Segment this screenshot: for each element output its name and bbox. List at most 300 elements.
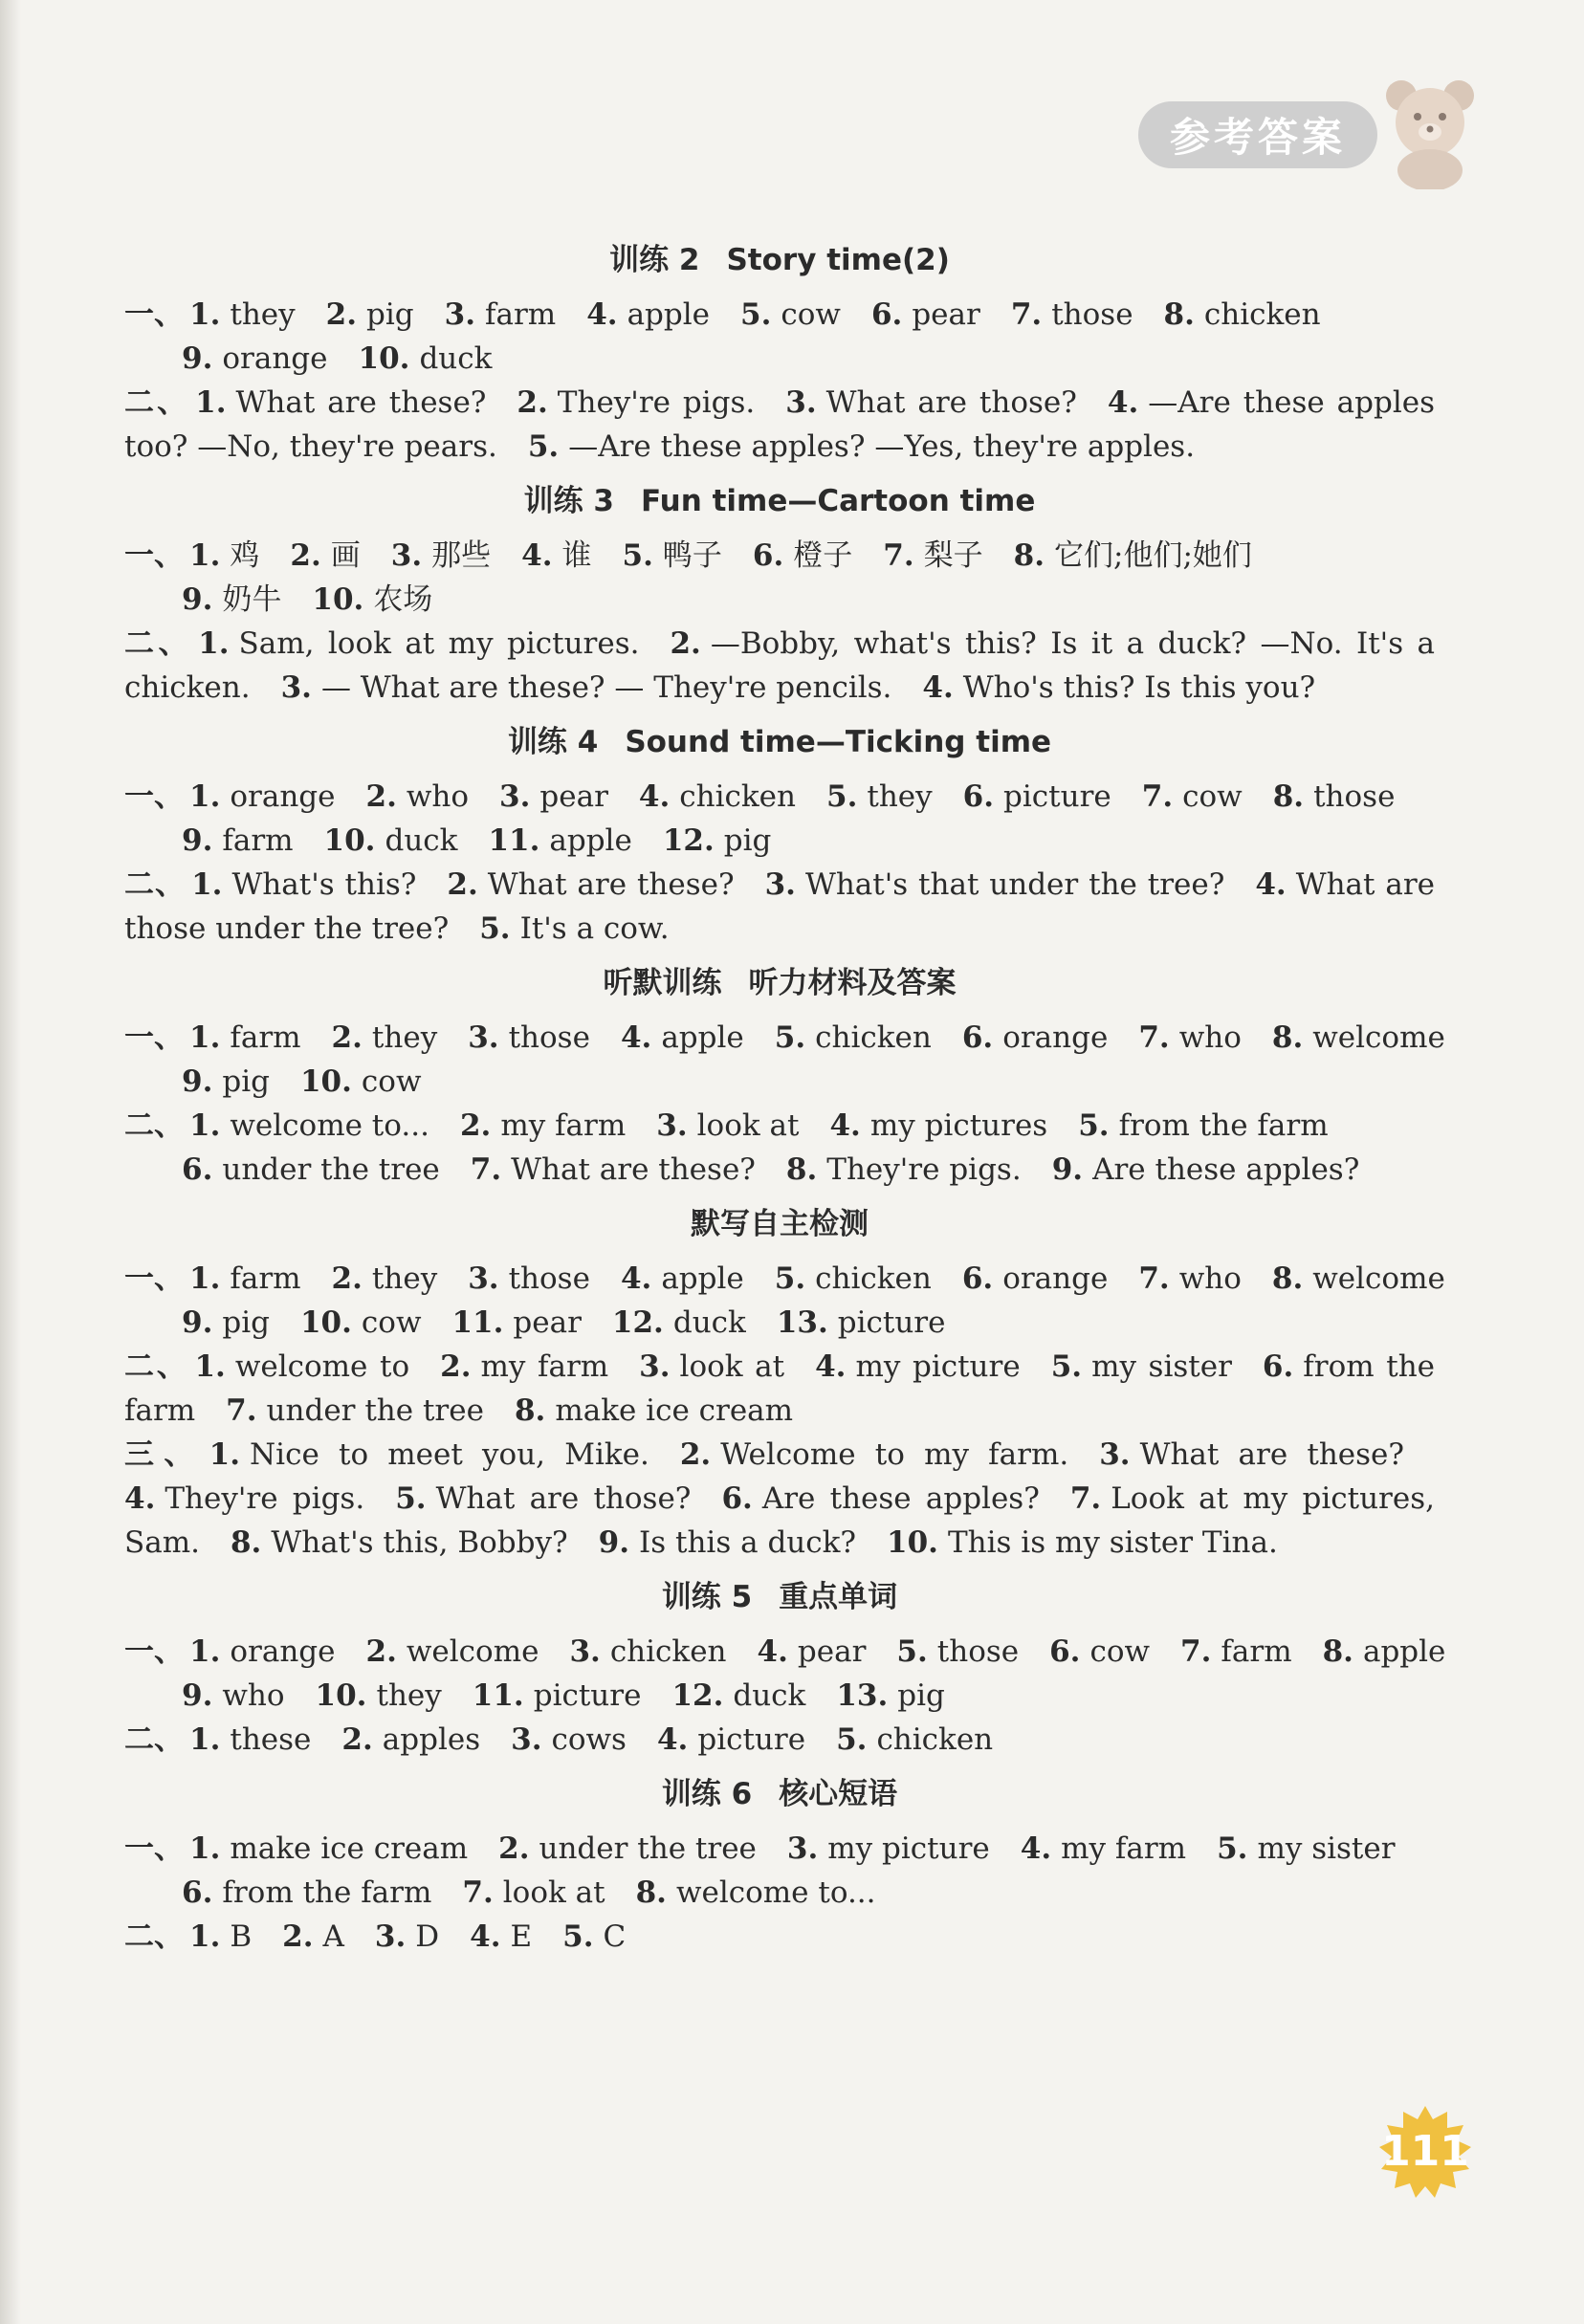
item-answer: my farm <box>1061 1831 1187 1866</box>
item-number: 3. <box>444 297 476 332</box>
answer-item <box>1142 779 1243 814</box>
item-number: 5. <box>740 297 772 332</box>
item-number: 4. <box>1020 1831 1052 1866</box>
answer-item <box>468 1020 590 1055</box>
answer-item <box>226 1393 484 1428</box>
answer-item <box>528 429 1195 464</box>
part-marker: 一、 <box>124 1020 184 1055</box>
part-marker: 二、 <box>124 1919 184 1954</box>
answer-item <box>1049 1634 1150 1669</box>
answer-item <box>281 670 892 705</box>
item-number: 3. <box>499 779 531 814</box>
item-answer: those <box>1313 779 1396 814</box>
part-marker: 三、 <box>124 1437 204 1472</box>
item-number: 4. <box>757 1634 788 1669</box>
item-answer: those <box>936 1634 1020 1669</box>
item-number: 6. <box>1049 1634 1081 1669</box>
answer-item <box>195 385 486 420</box>
answer-item <box>758 1634 867 1669</box>
item-number: 5. <box>1050 1349 1083 1384</box>
answer-item <box>1051 1349 1232 1384</box>
item-answer: 梨子 <box>923 538 983 573</box>
item-answer: They're pigs. <box>557 385 756 420</box>
answer-item <box>332 1261 438 1296</box>
item-answer: What are those? <box>825 385 1077 420</box>
item-answer: picture <box>1003 779 1111 814</box>
item-number: 1. <box>189 779 221 814</box>
teddy-bear-icon <box>1377 75 1483 189</box>
answer-item <box>896 1634 1019 1669</box>
answer-item <box>194 1349 409 1384</box>
answer-item <box>1164 297 1321 332</box>
item-number: 10. <box>299 1064 352 1099</box>
item-answer: chicken <box>815 1020 932 1055</box>
answer-item <box>639 1349 784 1384</box>
item-answer: Are these apples? <box>761 1481 1040 1516</box>
answer-item <box>488 823 631 858</box>
item-answer: those <box>1051 297 1133 332</box>
item-answer: from the farm <box>124 1349 1436 1428</box>
item-answer: who <box>1178 1020 1242 1055</box>
item-number: 2. <box>679 1437 712 1472</box>
answer-item <box>515 1393 793 1428</box>
item-number: 8. <box>1322 1634 1353 1669</box>
answer-line <box>124 1060 1435 1104</box>
item-answer: B <box>230 1919 253 1954</box>
item-answer: Look at my pictures, Sam. <box>124 1481 1435 1560</box>
item-number: 13. <box>776 1305 828 1340</box>
section-title-en: 听力材料及答案 <box>748 966 957 1000</box>
item-answer: look at <box>679 1349 785 1384</box>
item-number: 13. <box>836 1678 889 1713</box>
answer-item <box>182 341 328 376</box>
answer-item <box>375 1919 439 1954</box>
answer-line <box>124 1301 1435 1345</box>
answer-item <box>922 670 1315 705</box>
item-answer: under the tree <box>222 1152 440 1187</box>
item-answer: 鸡 <box>230 538 260 573</box>
item-answer: cow <box>781 297 841 332</box>
item-answer: these <box>230 1722 312 1757</box>
item-number: 6. <box>182 1875 213 1910</box>
item-answer: cow <box>361 1305 422 1340</box>
item-number: 9. <box>182 823 213 858</box>
item-answer: It's a cow. <box>519 911 670 946</box>
item-answer: 奶牛 <box>222 582 282 617</box>
answer-line <box>124 775 1435 819</box>
section-title-en: Story time(2) <box>726 243 950 277</box>
item-answer: — What are these? — They're pencils. <box>320 670 892 705</box>
answer-item <box>721 1481 1039 1516</box>
item-number: 1. <box>191 867 223 902</box>
answer-item <box>656 1108 799 1143</box>
answer-item <box>753 538 852 573</box>
item-number: 2. <box>341 1722 373 1757</box>
item-number: 10. <box>323 823 376 858</box>
item-answer: pig <box>366 297 414 332</box>
answer-item <box>621 1020 744 1055</box>
section-title-cn: 训练 6 <box>661 1777 753 1811</box>
answer-item <box>511 1722 627 1757</box>
item-answer: welcome <box>1312 1020 1445 1055</box>
item-answer: who <box>222 1678 285 1713</box>
item-number: 7. <box>1138 1020 1170 1055</box>
section-title-cn: 训练 3 <box>523 484 615 518</box>
item-answer: What are these? <box>487 867 735 902</box>
answer-item <box>189 538 259 573</box>
item-number: 2. <box>325 297 358 332</box>
answer-item <box>1052 1152 1360 1187</box>
answer-item <box>777 1305 946 1340</box>
item-answer: pig <box>222 1064 270 1099</box>
answer-item <box>962 1020 1109 1055</box>
item-answer: pear <box>912 297 980 332</box>
item-number: 7. <box>1180 1634 1212 1669</box>
answer-item <box>1021 1831 1186 1866</box>
section-heading <box>124 480 1435 522</box>
answer-item <box>189 1020 301 1055</box>
item-number: 10. <box>358 341 410 376</box>
answer-item <box>282 1919 344 1954</box>
item-number: 3. <box>785 385 817 420</box>
answer-item <box>182 1305 270 1340</box>
item-answer: apple <box>1362 1634 1446 1669</box>
answer-item <box>300 1064 422 1099</box>
item-answer: —Bobby, what's this? Is it a duck? —No. It's a chicken. <box>124 626 1436 705</box>
item-number: 1. <box>195 385 227 420</box>
item-number: 5. <box>562 1919 594 1954</box>
answer-item <box>445 297 557 332</box>
item-number: 2. <box>331 1261 363 1296</box>
item-number: 2. <box>670 626 701 661</box>
item-number: 4. <box>586 297 618 332</box>
answer-item <box>124 1481 364 1516</box>
item-answer: Welcome to my farm. <box>720 1437 1069 1472</box>
item-number: 3. <box>1099 1437 1131 1472</box>
item-answer: my sister <box>1091 1349 1232 1384</box>
item-answer: they <box>371 1020 438 1055</box>
item-answer: 画 <box>330 538 361 573</box>
item-answer: under the tree <box>539 1831 757 1866</box>
answer-item <box>765 867 1225 902</box>
item-number: 3. <box>786 1831 819 1866</box>
item-answer: pig <box>723 823 772 858</box>
item-answer: duck <box>419 341 493 376</box>
answer-item <box>312 582 432 617</box>
answer-line <box>124 1871 1435 1915</box>
item-answer: C <box>603 1919 627 1954</box>
item-number: 6. <box>182 1152 213 1187</box>
answer-item <box>621 1261 744 1296</box>
item-answer: who <box>1178 1261 1242 1296</box>
item-answer: A <box>322 1919 344 1954</box>
section-heading <box>124 721 1435 763</box>
answer-item <box>657 1722 805 1757</box>
item-answer: my picture <box>827 1831 990 1866</box>
item-answer: my farm <box>480 1349 609 1384</box>
answer-item <box>569 1634 726 1669</box>
section-title-en: 重点单词 <box>779 1580 898 1614</box>
item-answer: D <box>415 1919 440 1954</box>
answer-item <box>1273 779 1396 814</box>
answer-item <box>470 1919 532 1954</box>
answer-item <box>189 779 336 814</box>
item-number: 10. <box>299 1305 352 1340</box>
answer-item <box>316 1678 442 1713</box>
item-number: 6. <box>1262 1349 1294 1384</box>
item-number: 3. <box>569 1634 601 1669</box>
item-number: 3. <box>639 1349 671 1384</box>
item-answer: orange <box>230 1634 336 1669</box>
section-heading <box>124 1203 1435 1245</box>
item-number: 7. <box>1069 1481 1102 1516</box>
part-marker: 二、 <box>124 626 193 661</box>
answer-item <box>517 385 755 420</box>
item-answer: orange <box>222 341 328 376</box>
item-answer: cows <box>551 1722 627 1757</box>
item-answer: they <box>371 1261 438 1296</box>
item-number: 9. <box>182 341 213 376</box>
item-answer: cow <box>1182 779 1243 814</box>
item-answer: look at <box>696 1108 800 1143</box>
answer-line <box>124 1915 1435 1959</box>
answer-item <box>1138 1020 1242 1055</box>
answer-item <box>1217 1831 1396 1866</box>
item-answer: What are these? <box>1139 1437 1405 1472</box>
answer-item <box>341 1722 480 1757</box>
item-number: 7. <box>1141 779 1174 814</box>
item-answer: from the farm <box>222 1875 432 1910</box>
part-marker: 一、 <box>124 1261 184 1296</box>
answer-item <box>182 1152 440 1187</box>
answer-item <box>359 341 493 376</box>
answer-item <box>963 779 1111 814</box>
answer-item <box>639 779 796 814</box>
item-number: 2. <box>459 1108 492 1143</box>
item-number: 4. <box>1255 867 1287 902</box>
answer-item <box>498 1831 757 1866</box>
answer-item <box>887 1525 1278 1560</box>
answer-line <box>124 337 1435 381</box>
item-number: 3. <box>511 1722 542 1757</box>
item-number: 12. <box>611 1305 664 1340</box>
answer-item <box>182 582 281 617</box>
answer-item <box>189 1919 252 1954</box>
answer-item <box>663 823 772 858</box>
part-marker: 一、 <box>124 297 184 332</box>
item-number: 2. <box>365 779 397 814</box>
item-number: 2. <box>365 1634 397 1669</box>
item-answer: They're pigs. <box>165 1481 365 1516</box>
item-number: 5. <box>527 429 560 464</box>
answer-item <box>1323 1634 1446 1669</box>
item-number: 6. <box>752 538 784 573</box>
answer-line <box>124 819 1435 863</box>
item-number: 11. <box>451 1305 504 1340</box>
item-number: 5. <box>836 1722 868 1757</box>
item-answer: Are these apples? <box>1092 1152 1360 1187</box>
item-answer: farm <box>485 297 557 332</box>
item-number: 3. <box>374 1919 407 1954</box>
answer-item <box>332 1020 438 1055</box>
item-number: 4. <box>521 538 553 573</box>
answer-item <box>447 867 734 902</box>
answer-item <box>451 1305 581 1340</box>
item-answer: picture <box>697 1722 806 1757</box>
answer-item <box>462 1875 605 1910</box>
answer-item <box>623 538 722 573</box>
answer-line <box>124 1827 1435 1871</box>
item-answer: chicken <box>876 1722 994 1757</box>
part-marker: 一、 <box>124 538 184 573</box>
item-answer: —Are these apples too? —No, they're pears. <box>124 385 1436 464</box>
answer-item <box>326 297 414 332</box>
item-answer: This is my sister Tina. <box>947 1525 1278 1560</box>
item-answer: my picture <box>855 1349 1021 1384</box>
item-number: 1. <box>189 297 221 332</box>
item-number: 8. <box>1163 297 1195 332</box>
item-number: 8. <box>1272 779 1305 814</box>
answer-item <box>612 1305 746 1340</box>
item-answer: chicken <box>815 1261 932 1296</box>
item-answer: apple <box>661 1261 744 1296</box>
item-answer: farm <box>1221 1634 1292 1669</box>
item-number: 4. <box>620 1261 652 1296</box>
item-number: 5. <box>479 911 511 946</box>
answer-item <box>1078 1108 1328 1143</box>
item-answer: What are those under the tree? <box>124 867 1436 946</box>
answer-paragraph <box>124 381 1435 469</box>
item-number: 3. <box>468 1020 499 1055</box>
item-answer: 它们;他们;她们 <box>1054 538 1252 573</box>
item-number: 3. <box>656 1108 688 1143</box>
answer-item <box>473 1678 642 1713</box>
item-answer: pig <box>897 1678 945 1713</box>
item-answer: orange <box>1002 1261 1109 1296</box>
item-answer: welcome <box>406 1634 539 1669</box>
item-answer: look at <box>502 1875 605 1910</box>
item-answer: What's this? <box>231 867 417 902</box>
answer-line <box>124 1016 1445 1060</box>
item-number: 4. <box>1107 385 1139 420</box>
answer-line <box>124 1104 1435 1148</box>
answer-item <box>836 1678 945 1713</box>
item-number: 9. <box>182 1678 213 1713</box>
answer-key-badge: 参考答案 <box>1138 101 1377 168</box>
item-number: 6. <box>962 779 995 814</box>
item-number: 8. <box>1271 1261 1304 1296</box>
item-number: 9. <box>182 1305 213 1340</box>
answer-paragraph <box>124 1345 1435 1433</box>
item-answer: welcome to... <box>675 1875 876 1910</box>
item-number: 1. <box>189 1020 221 1055</box>
item-answer: What are those? <box>435 1481 692 1516</box>
item-answer: chicken <box>1203 297 1321 332</box>
item-number: 7. <box>1010 297 1043 332</box>
answer-item <box>189 1634 336 1669</box>
item-number: 5. <box>774 1020 806 1055</box>
section-title-en: 核心短语 <box>779 1777 898 1811</box>
item-number: 4. <box>620 1020 652 1055</box>
answer-item <box>962 1261 1109 1296</box>
item-answer: my farm <box>500 1108 627 1143</box>
item-number: 1. <box>189 1722 221 1757</box>
item-answer: make ice cream <box>230 1831 469 1866</box>
answer-item <box>479 911 669 946</box>
item-number: 4. <box>829 1108 861 1143</box>
item-number: 3. <box>280 670 312 705</box>
answer-item <box>189 297 296 332</box>
item-number: 6. <box>870 297 903 332</box>
answer-item <box>1099 1437 1404 1472</box>
item-answer: cow <box>361 1064 422 1099</box>
answer-item <box>395 1481 691 1516</box>
answer-content <box>124 228 1446 1959</box>
part-marker: 一、 <box>124 1634 184 1669</box>
answer-item <box>189 1722 311 1757</box>
item-number: 5. <box>774 1261 806 1296</box>
item-number: 4. <box>922 670 954 705</box>
item-number: 2. <box>282 1919 314 1954</box>
part-marker: 一、 <box>124 1831 184 1866</box>
item-number: 11. <box>472 1678 524 1713</box>
item-answer: my sister <box>1257 1831 1396 1866</box>
item-answer: from the farm <box>1118 1108 1329 1143</box>
answer-item <box>680 1437 1068 1472</box>
item-number: 6. <box>961 1020 994 1055</box>
item-number: 11. <box>488 823 540 858</box>
part-marker: 一、 <box>124 779 184 814</box>
item-number: 6. <box>721 1481 753 1516</box>
item-number: 1. <box>189 1261 221 1296</box>
item-number: 3. <box>764 867 796 902</box>
item-answer: Is this a duck? <box>639 1525 857 1560</box>
item-answer: Sam, look at my pictures. <box>238 626 640 661</box>
item-number: 10. <box>312 582 364 617</box>
section-title-cn: 听默训练 <box>603 966 722 1000</box>
item-number: 1. <box>189 538 221 573</box>
answer-item <box>198 626 639 661</box>
item-answer: picture <box>837 1305 946 1340</box>
item-answer: those <box>508 1261 590 1296</box>
answer-item <box>521 538 591 573</box>
item-number: 2. <box>440 1349 472 1384</box>
answer-item <box>231 1525 568 1560</box>
item-number: 2. <box>447 867 478 902</box>
answer-item <box>189 1831 468 1866</box>
answer-item <box>826 779 933 814</box>
item-number: 7. <box>462 1875 494 1910</box>
item-number: 3. <box>390 538 423 573</box>
answer-line <box>124 1674 1435 1718</box>
item-number: 2. <box>331 1020 363 1055</box>
answer-line <box>124 1630 1446 1674</box>
item-answer: E <box>510 1919 533 1954</box>
item-number: 8. <box>1013 538 1045 573</box>
item-number: 5. <box>896 1634 928 1669</box>
item-number: 1. <box>189 1831 221 1866</box>
item-number: 12. <box>662 823 715 858</box>
item-answer: welcome to <box>234 1349 410 1384</box>
item-number: 6. <box>961 1261 994 1296</box>
answer-paragraph <box>124 622 1435 710</box>
answer-item <box>189 1108 429 1143</box>
answer-item <box>785 385 1077 420</box>
answer-item <box>324 823 458 858</box>
item-number: 9. <box>182 1064 213 1099</box>
item-answer: welcome to... <box>230 1108 429 1143</box>
item-number: 5. <box>826 779 858 814</box>
